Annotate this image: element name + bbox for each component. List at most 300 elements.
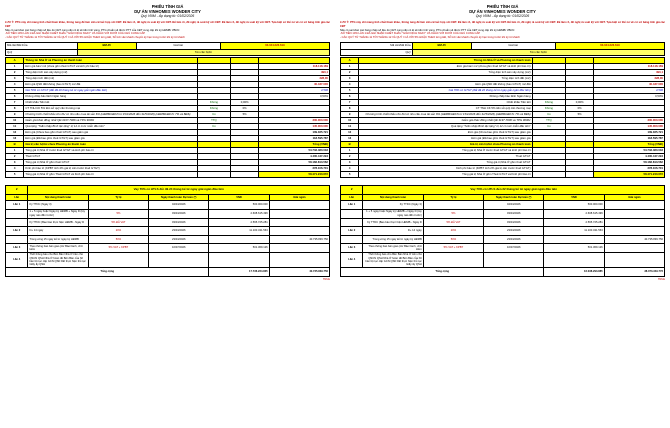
table-row <box>6 43 330 50</box>
row-value: 58.471.240.672 <box>258 172 329 178</box>
pay-rate: 20% <box>423 227 483 236</box>
list-item <box>341 227 665 236</box>
col-date-right: Ngày thanh toán Dự kiến (*) <box>484 194 544 201</box>
list-item <box>341 209 665 218</box>
list-item <box>6 235 330 244</box>
row-value: 40.437.000 <box>593 82 664 88</box>
row-label: Thông tin Nhà Ở và Phương án thanh toán <box>24 58 197 64</box>
col-rate-right: Tỷ lệ <box>423 194 483 201</box>
row-label: Tổng diện tích đất (m2) <box>24 76 197 82</box>
payment-title-num: 2 <box>6 186 28 195</box>
row-index: 5 <box>6 88 24 94</box>
table-row <box>6 49 330 56</box>
row-index: 9 <box>6 112 24 118</box>
row-index: 9 <box>341 112 359 118</box>
unit-code-value-right[interactable]: BM-45 <box>412 43 471 50</box>
row-index: 6 <box>6 94 24 100</box>
row-value: 278.106.701 <box>258 166 329 172</box>
row-value: 109.035.721 <box>593 130 664 136</box>
pay-vnd <box>209 252 269 267</box>
doc-title-3: Quý VIIIM - Áp dụng từ: 01/02/2026 <box>140 14 195 19</box>
list-item <box>341 252 665 267</box>
pay-disbursement <box>604 209 664 218</box>
pay-date: 10/07/2026 <box>149 244 209 253</box>
unit-code-label: Mã căn/Mã thửa <box>6 43 78 50</box>
row-value: 145.000.000 <box>593 124 664 130</box>
row-value: Tổng (VNĐ) <box>258 142 329 148</box>
pay-lan <box>6 209 28 218</box>
total-disbursement: 40.735.839.750 <box>269 268 329 277</box>
pay-content: Thời thông báo cho Bên Bán Nhà Ở trên chủ QSCN QSH Nhà Ở hoàn tất Bên Bán của hồ bàn bộ tục cấp GCN QSD DĐ thực hiện thủ tục Giấy ấy QSH <box>28 252 88 267</box>
col-disbursement: Giải ngân <box>269 194 329 201</box>
row-index: 10 <box>341 118 359 124</box>
row-index: A <box>6 58 24 64</box>
list-item <box>341 201 665 210</box>
payment-total-row <box>6 268 330 277</box>
doc-title-2-right: DỰ ÁN VINHOMES WONDER CITY <box>469 9 536 15</box>
doc-title-2: DỰ ÁN VINHOMES WONDER CITY <box>134 9 201 15</box>
pay-content: 1 + 5 ngày hoặc Ngày ký HĐMB + Ngày D (tùy ngày nào đến trước) <box>28 209 88 218</box>
row-value: 58.182.813.562 <box>593 160 664 166</box>
row-index: 3 <box>341 76 359 82</box>
doc-note-2-right: Nếu có sai khác các hàng nhập số liệu do CĐT cung cấp có lệ sẽ tiến tính vùng, PTG chuẩn sẽ được PTT của CĐT cung cấp khi ký HĐMB/ VBCN <box>340 28 515 32</box>
pay-vnd: 501.369.126 <box>209 244 269 253</box>
footer-flag-right: TRUE <box>657 277 665 281</box>
row-index: B <box>341 142 359 148</box>
pay-rate <box>88 201 148 210</box>
row-index: 2 <box>6 70 24 76</box>
pay-date <box>149 252 209 267</box>
pay-disbursement <box>269 252 329 267</box>
pay-vnd: 2.565.725.281 <box>544 218 604 227</box>
row-value: 40.437.000 <box>258 82 329 88</box>
row-rate: 5% <box>231 112 259 118</box>
row-label: Giá trị căn hộ/lot chưa Phương án thanh toán <box>359 142 532 148</box>
row-label: Thuế GTGT <box>24 154 197 160</box>
row-label: Đơn giá bán/ m2 (chưa gồm thuế GTGT và kinh phí bảo trì) <box>359 64 532 70</box>
col-rate: Tỷ lệ <box>88 194 148 201</box>
pay-vnd: 11.100.431.563 <box>544 227 604 236</box>
row-label: Tổng giá trị Nhà Ở gồm thuế GTGT <box>359 160 532 166</box>
pay-vnd <box>209 235 269 244</box>
col-content: Nội dung thanh toán <box>28 194 88 201</box>
pay-content: Ký TTDC (Ngày 3) <box>28 201 88 210</box>
row-index: 11 <box>6 124 24 130</box>
pay-disbursement <box>269 218 329 227</box>
row-index: 2 <box>6 154 24 160</box>
row-rate: 0% <box>566 106 594 112</box>
row-value: 300.000.000 <box>258 118 329 124</box>
fund-value[interactable]: Tên căn hộ/lô <box>77 49 329 56</box>
pay-content: Theo thông báo bàn giao (trừ Bảo hành, chờ kiểm <box>363 244 423 253</box>
pay-disbursement: 40.735.839.750 <box>269 235 329 244</box>
row-value: 58.182.813.562 <box>258 160 329 166</box>
pay-date: 03/04/2026 <box>484 209 544 218</box>
row-value: 118.118.169 <box>258 64 329 70</box>
row-index: 1 <box>6 64 24 70</box>
payment-schedule-right <box>340 185 665 280</box>
row-index: 7 <box>6 100 24 106</box>
payment-table-right <box>340 185 665 276</box>
row-index: 5 <box>341 88 359 94</box>
fund-value-right[interactable]: Tên căn hộ/lô <box>412 49 664 56</box>
row-index: 7 <box>341 100 359 106</box>
row-label: Tổng giá trị Nhà Ở gồm Thuế GTGT và Kinh phí bảo trì <box>359 172 532 178</box>
pay-disbursement <box>269 209 329 218</box>
table-row <box>341 172 665 178</box>
row-value: 228,00 <box>258 76 329 82</box>
col-lan-right: Lần <box>341 194 363 201</box>
row-label: Quà tặng "Tuần nhập Bình tặc tặng" trị 12 ct mức miễn đầu tiên" <box>24 124 197 130</box>
row-label: Không chấp bảo lãnh Ngân hàng <box>359 94 532 100</box>
row-index: 1 <box>6 148 24 154</box>
pay-rate: 5% ĐÃ VAT <box>423 218 483 227</box>
row-label: Giảm giá khác đồng nhất QĐ 3197-7006 và TPG 9000z <box>359 118 532 124</box>
row-label: Tổng diện tích sàn xây dựng (m2) <box>24 70 197 76</box>
pay-lan <box>6 235 28 244</box>
pay-rate: 50% <box>423 235 483 244</box>
payment-schedule-left <box>5 185 330 280</box>
row-value: 300.000.000 <box>593 118 664 124</box>
unit-code-value[interactable]: BM-45 <box>77 43 136 50</box>
row-index: 8 <box>341 106 359 112</box>
row-label: Tổng diện tích sàn xây dựng (m2) <box>359 70 532 76</box>
price-label: Giá bán <box>136 43 220 50</box>
row-label: Tổng giá trị Nhà Ở gồm thuế GTGT <box>24 160 197 166</box>
doc-note-3-right: -SỐ TIỀN 10% LẦN 1 ĐÃ GHI NHẬN CHIẾT KHẤU "GIAO DỊCH NGAY" VÀ KHÁC VỚI DƯỚI CỦA CHỦ CUNG CẤP <box>340 32 481 36</box>
pay-date: 23/04/2026 <box>484 227 544 236</box>
pay-rate: 5% ĐÃ VAT <box>88 218 148 227</box>
list-item <box>6 201 330 210</box>
row-label: CT TNH CK 5% tiền sở quỹ căn thương mại <box>24 106 197 112</box>
col-lan: Lần <box>6 194 28 201</box>
row-value: 109.035.721 <box>258 130 329 136</box>
doc-note-1-right: LƯU Ý: PTG này chỉ mang tính chất tham khảo, thông tung để làm căn cứ kết hợp với CĐT. Để làm rõ, đề nghị rà soát kỹ với CĐT. Để làm rõ, đề nghị rà soát kỹ với CĐT. Để làm rõ, đề nghị rà soát kỹ với CĐT. Tựa biệt có thể nó về cơ sở bảng tính giá các CĐT <box>340 21 665 29</box>
pay-rate <box>423 252 483 267</box>
row-label: Đơn giá bán/ m2 (chưa gồm thuế GTGT và kinh phí bảo trì) <box>24 64 197 70</box>
pay-date: 03/04/2026 <box>484 218 544 227</box>
row-index: A <box>341 58 359 64</box>
pay-vnd <box>544 235 604 244</box>
row-index: 11 <box>341 124 359 130</box>
row-label: Thuế GTGT <box>359 154 532 160</box>
row-label: Không chấp bảo lãnh Ngân hàng <box>24 94 197 100</box>
row-index: B <box>6 142 24 148</box>
list-item <box>341 218 665 227</box>
row-index: 4 <box>6 166 24 172</box>
row-label: Đơn giá (Chưa bao gồm thuế GTGT) sau giảm giá <box>359 130 532 136</box>
row-label: Chiết khấu Tiến kết <box>24 100 197 106</box>
doc-note-3: -SỐ TIỀN 10% LẦN 1 ĐÃ GHI NHẬN CHIẾT KHẤU "GIAO DỊCH NGAY" VÀ KHÁC VỚI DƯỚI CỦA CHỦ CUNG CẤP <box>5 32 146 36</box>
row-label: Thông tin Nhà Ở và Phương án thanh toán <box>359 58 532 64</box>
pay-lan: Lần 3 <box>341 244 363 253</box>
top-info-table <box>5 42 330 56</box>
total-label: Tổng cộng <box>6 268 209 277</box>
row-index: 5 <box>341 172 359 178</box>
fund-label: Quỹ <box>6 49 78 56</box>
doc-note-block <box>5 21 330 39</box>
doc-title-1-right: PHIẾU TÍNH GIÁ <box>486 4 519 9</box>
pay-lan: Lần 2 <box>6 227 28 236</box>
pay-disbursement <box>604 252 664 267</box>
pay-content: Trong vòng 15 ngày kể từ ngày ký HĐMB <box>363 235 423 244</box>
top-info-table-right <box>340 42 665 56</box>
row-label: CT TNH CK 5% tiền sở quỹ căn thương mại <box>359 106 532 112</box>
row-label: Chiết khấu Tiến kết <box>359 100 532 106</box>
row-rate: 0,00% <box>566 100 594 106</box>
row-value: 490,1 <box>258 70 329 76</box>
row-value: 4.400.447.294 <box>258 154 329 160</box>
row-value: 58.471.240.672 <box>593 172 664 178</box>
fund-label-right: Quỹ <box>341 49 413 56</box>
total-vnd: 17.736.224.835 <box>209 268 269 277</box>
pay-content: Ký TTDC (Bao báo thực hiện HĐMB - Ngày D <box>363 218 423 227</box>
pay-content: Ký TTDC (Ngày 3) <box>363 201 423 210</box>
row-rate: 5% <box>566 112 594 118</box>
pay-date: 10/07/2026 <box>484 244 544 253</box>
payment-header-row-right <box>341 194 665 201</box>
row-value: 4.400.447.294 <box>593 154 664 160</box>
row-label: Đơn giá QSD đất không (bao GTGT) m2 đất <box>24 82 197 88</box>
doc-note-1: LƯU Ý: PTG này chỉ mang tính chất tham khảo, thông tung để làm căn cứ kết hợp với CĐT. Để làm rõ, đề nghị rà soát kỹ với CĐT. Để làm rõ, đề nghị rà soát kỹ với CĐT. Để làm rõ, đề nghị rà soát kỹ với CĐT. Tựa biệt có thể nó về cơ sở bảng tính giá các CĐT <box>5 21 330 29</box>
row-value: 118.118.169 <box>593 64 664 70</box>
pay-disbursement <box>604 201 664 210</box>
row-index: 3 <box>6 76 24 82</box>
pay-date: 23/04/2026 <box>149 227 209 236</box>
payment-title-row-right <box>341 186 665 195</box>
pay-lan <box>341 218 363 227</box>
row-flag: Có <box>532 112 566 118</box>
row-flag: Không <box>532 106 566 112</box>
pay-vnd: 500.000.000 <box>544 201 604 210</box>
row-flag: Không <box>197 106 231 112</box>
pay-rate: 50% <box>88 235 148 244</box>
payment-rows-right <box>341 201 665 268</box>
row-value: 118.595.787 <box>593 136 664 142</box>
payment-table <box>5 185 330 276</box>
pay-vnd: 2.608.615.496 <box>544 209 604 218</box>
row-index: 3 <box>341 160 359 166</box>
pay-content: Trong vòng 15 ngày kể từ ngày ký HĐMB <box>28 235 88 244</box>
pay-vnd: 2.608.615.496 <box>209 209 269 218</box>
total-vnd-right: 16.038.293.885 <box>544 268 604 277</box>
pay-content: Ký TTDC (Bao báo thực hiện HĐMB - Ngày D <box>28 218 88 227</box>
doc-note-block-right <box>340 21 665 39</box>
row-index: 12 <box>341 130 359 136</box>
row-value: 0,50% <box>258 94 329 100</box>
pay-lan: Lần 4 <box>341 252 363 267</box>
pay-content: 1 + 5 ngày hoặc Ngày ký HĐMB + Ngày D (tùy ngày nào đến trước) <box>363 209 423 218</box>
table-row <box>341 43 665 50</box>
row-label: Giá 70% có GTGT (đất đã 20 tháng kể từ ngày giải ngân đầu tiên) <box>24 88 197 94</box>
payment-title-row <box>6 186 330 195</box>
pay-lan: Lần 2 <box>341 227 363 236</box>
pay-content: D+ 14 ngày <box>363 227 423 236</box>
panel-right <box>335 0 670 428</box>
row-label: Tổng giá trị Nhà Ở trước thuế GTGT và kinh phí bảo trì <box>359 148 532 154</box>
payment-title-right: Vay 70% có HTLS đến 22 tháng kể từ ngày giải ngân đầu tiên <box>363 186 665 195</box>
pay-date: 23/04/2026 <box>484 235 544 244</box>
unit-code-label-right: Mã căn/Mã thửa <box>341 43 413 50</box>
col-vnd: VND <box>209 194 269 201</box>
row-flag: Có <box>197 124 231 130</box>
row-rate: 0,00% <box>231 100 259 106</box>
row-value: 278.106.701 <box>593 166 664 172</box>
table-row <box>6 172 330 178</box>
document-header-right <box>340 4 665 18</box>
row-index: 10 <box>6 118 24 124</box>
col-date: Ngày thanh toán Dự kiến (*) <box>149 194 209 201</box>
pay-rate: 5% VAT + KPBT <box>88 244 148 253</box>
row-value: Tổng (VNĐ) <box>593 142 664 148</box>
table-row <box>341 49 665 56</box>
payment-title: Vay 70% có HTLS đối đã 24 tháng kể từ ngày giải ngân đầu tiên <box>28 186 330 195</box>
row-index: 6 <box>341 94 359 100</box>
pay-vnd: 2.565.725.281 <box>209 218 269 227</box>
row-index: 1 <box>341 64 359 70</box>
list-item <box>341 235 665 244</box>
doc-title-1: PHIẾU TÍNH GIÁ <box>151 4 184 9</box>
list-item <box>6 252 330 267</box>
pay-content: D+ 14 ngày <box>28 227 88 236</box>
pay-rate: 20% <box>88 227 148 236</box>
row-value: 53.732.480.018 <box>593 148 664 154</box>
row-label: Giá 70% có GTGT (đất đã 20 tháng kể từ ngày giải ngân đầu tiên) <box>359 88 532 94</box>
doc-note-4: - CÁC QUÝ TỪ THÁNG 11 TỚI THÁNG 12 VÀ QUÝ I CÁ VỚI 5% HOẶC THEO từng HĐ, SỐ AC văn khách chuyển kỳ hạn trong trước khi ký từ khách <box>5 35 185 39</box>
row-index: 8 <box>6 106 24 112</box>
payment-header-row <box>6 194 330 201</box>
pay-date: 04/04/2026 <box>484 201 544 210</box>
row-flag: Không <box>197 100 231 106</box>
doc-title-3-right: Quý VIIIM - Áp dụng từ: 01/02/2026 <box>475 14 530 19</box>
pay-lan: Lần 4 <box>6 252 28 267</box>
row-value: 4.500 <box>258 88 329 94</box>
row-label: Chương trình chiết khấu cho KH có nhu cầu mua tài sản 6% (HĐMB/HĐCN từ 15/2/2026 đến 31/5/2026) (HĐMB/HĐCN: 7% và BĐS) <box>359 112 532 118</box>
row-label: Quà tặng "Tuần nhập Bình tặc tặng" trị 12 ct mức miễn đầu tiên" <box>359 124 532 130</box>
price-value[interactable]: 63.044.223.619 <box>220 43 329 50</box>
doc-note-4-right: - CÁC QUÝ TỪ THÁNG 11 TỚI THÁNG 12 VÀ QUÝ I CÁ VỚI 5% HOẶC THEO từng HĐ, SỐ AC văn khách chuyển kỳ hạn trong trước khi ký từ khách <box>340 35 520 39</box>
row-rate <box>231 172 259 178</box>
pay-date: 03/04/2026 <box>149 209 209 218</box>
list-item <box>341 244 665 253</box>
pay-lan: Lần 1 <box>6 201 28 210</box>
pay-disbursement: 40.735.839.750 <box>604 235 664 244</box>
main-table-body <box>6 58 330 178</box>
list-item <box>6 227 330 236</box>
main-table-body-right <box>341 58 665 178</box>
row-value: 145.000.000 <box>258 124 329 130</box>
pay-disbursement <box>269 201 329 210</box>
pay-lan <box>341 235 363 244</box>
pay-rate: 5% <box>423 209 483 218</box>
pay-lan: Lần 3 <box>6 244 28 253</box>
total-disbursement-right: 38.073.349.776 <box>604 268 664 277</box>
row-label: Giảm giá khác đồng nhất QĐ 3197-7006 và TPG 9000z <box>24 118 197 124</box>
main-price-table-right <box>340 57 665 178</box>
pay-lan <box>341 209 363 218</box>
row-value: 0,50% <box>593 94 664 100</box>
pay-content: Theo thông báo bàn giao (trừ Bảo hành, chờ kiểm <box>28 244 88 253</box>
row-rate <box>566 172 594 178</box>
list-item <box>6 218 330 227</box>
pay-disbursement <box>269 227 329 236</box>
pay-disbursement <box>604 244 664 253</box>
doc-note-2: Nếu có sai khác các hàng nhập số liệu do CĐT cung cấp có lệ sẽ tiến tính vùng, PTG chuẩn sẽ được PTT của CĐT cung cấp khi ký HĐMB/ VBCN <box>5 28 180 32</box>
col-disbursement-right: Giải ngân <box>604 194 664 201</box>
row-flag <box>197 172 231 178</box>
pay-disbursement <box>604 227 664 236</box>
payment-title-num-right: 2 <box>341 186 363 195</box>
row-index: 4 <box>341 82 359 88</box>
pay-disbursement <box>604 218 664 227</box>
row-label: Chương trình chiết khấu cho KH có nhu cầu mua tài sản 6% (HĐMB/HĐCN từ 15/2/2026 đến 31/5/2026) (HĐMB/HĐCN: 7% và BĐS) <box>24 112 197 118</box>
row-label: Kinh phí bảo trì (KPBT tính 2% giá trị căn trước thuế GTGT) <box>359 166 532 172</box>
row-index: 1 <box>341 148 359 154</box>
pay-rate <box>423 201 483 210</box>
pay-vnd: 501.369.126 <box>544 244 604 253</box>
document-header <box>5 4 330 18</box>
price-value-right[interactable]: 63.044.223.619 <box>555 43 664 50</box>
row-flag: Có <box>532 124 566 130</box>
row-label: Giá trị căn hộ/lot chưa Phương án thanh toán <box>24 142 197 148</box>
row-label: Kinh phí bảo trì (KPBT tính 2% giá trị căn trước thuế GTGT) <box>24 166 197 172</box>
pay-lan: Lần 1 <box>341 201 363 210</box>
pay-date: 23/04/2026 <box>149 235 209 244</box>
pay-rate <box>88 252 148 267</box>
payment-rows <box>6 201 330 268</box>
row-label: Đơn giá (Đã bao gồm thuế GTGT) sau giảm giá <box>359 136 532 142</box>
payment-total-row-right <box>341 268 665 277</box>
row-value: 228,00 <box>593 76 664 82</box>
row-value: 53.732.480.018 <box>258 148 329 154</box>
row-flag: TTQ <box>197 118 231 124</box>
row-index: 2 <box>341 70 359 76</box>
col-content-right: Nội dung thanh toán <box>363 194 423 201</box>
row-flag <box>532 172 566 178</box>
col-vnd-right: VND <box>544 194 604 201</box>
main-price-table <box>5 57 330 178</box>
row-rate: 0% <box>231 106 259 112</box>
pay-vnd: 500.000.000 <box>209 201 269 210</box>
row-label: Đơn giá QSD đất không (bao GTGT) m2 đất <box>359 82 532 88</box>
row-flag: Không <box>532 100 566 106</box>
row-index: 5 <box>6 172 24 178</box>
pay-date <box>484 252 544 267</box>
row-value: 4.500 <box>593 88 664 94</box>
pay-date: 04/04/2026 <box>149 201 209 210</box>
row-index: 13 <box>341 136 359 142</box>
row-label: Tổng giá trị Nhà Ở gồm Thuế GTGT và Kinh phí bảo trì <box>24 172 197 178</box>
row-value: 490,1 <box>593 70 664 76</box>
row-label: Đơn giá (Đã bao gồm thuế GTGT) sau giảm giá <box>24 136 197 142</box>
row-index: 4 <box>6 82 24 88</box>
pay-date: 03/04/2026 <box>149 218 209 227</box>
price-label-right: Giá bán <box>471 43 555 50</box>
footer-flag-left: TRUE <box>322 277 330 281</box>
pay-vnd <box>544 252 604 267</box>
list-item <box>6 209 330 218</box>
pay-rate: 5% VAT + KPBT <box>423 244 483 253</box>
row-flag: Có <box>197 112 231 118</box>
total-label-right: Tổng cộng <box>341 268 544 277</box>
pay-disbursement <box>269 244 329 253</box>
row-index: 4 <box>341 166 359 172</box>
row-index: 13 <box>6 136 24 142</box>
pay-rate: 5% <box>88 209 148 218</box>
row-label: Tổng diện tích đất (m2) <box>359 76 532 82</box>
row-label: Đơn giá (Chưa bao gồm thuế GTGT) sau giảm giá <box>24 130 197 136</box>
pay-content: Thời thông báo cho Bên Bán Nhà Ở trên chủ QSCN QSH Nhà Ở hoàn tất Bên Bán của hồ bàn bộ tục cấp GCN QSD DĐ thực hiện thủ tục Giấy ấy QSH <box>363 252 423 267</box>
